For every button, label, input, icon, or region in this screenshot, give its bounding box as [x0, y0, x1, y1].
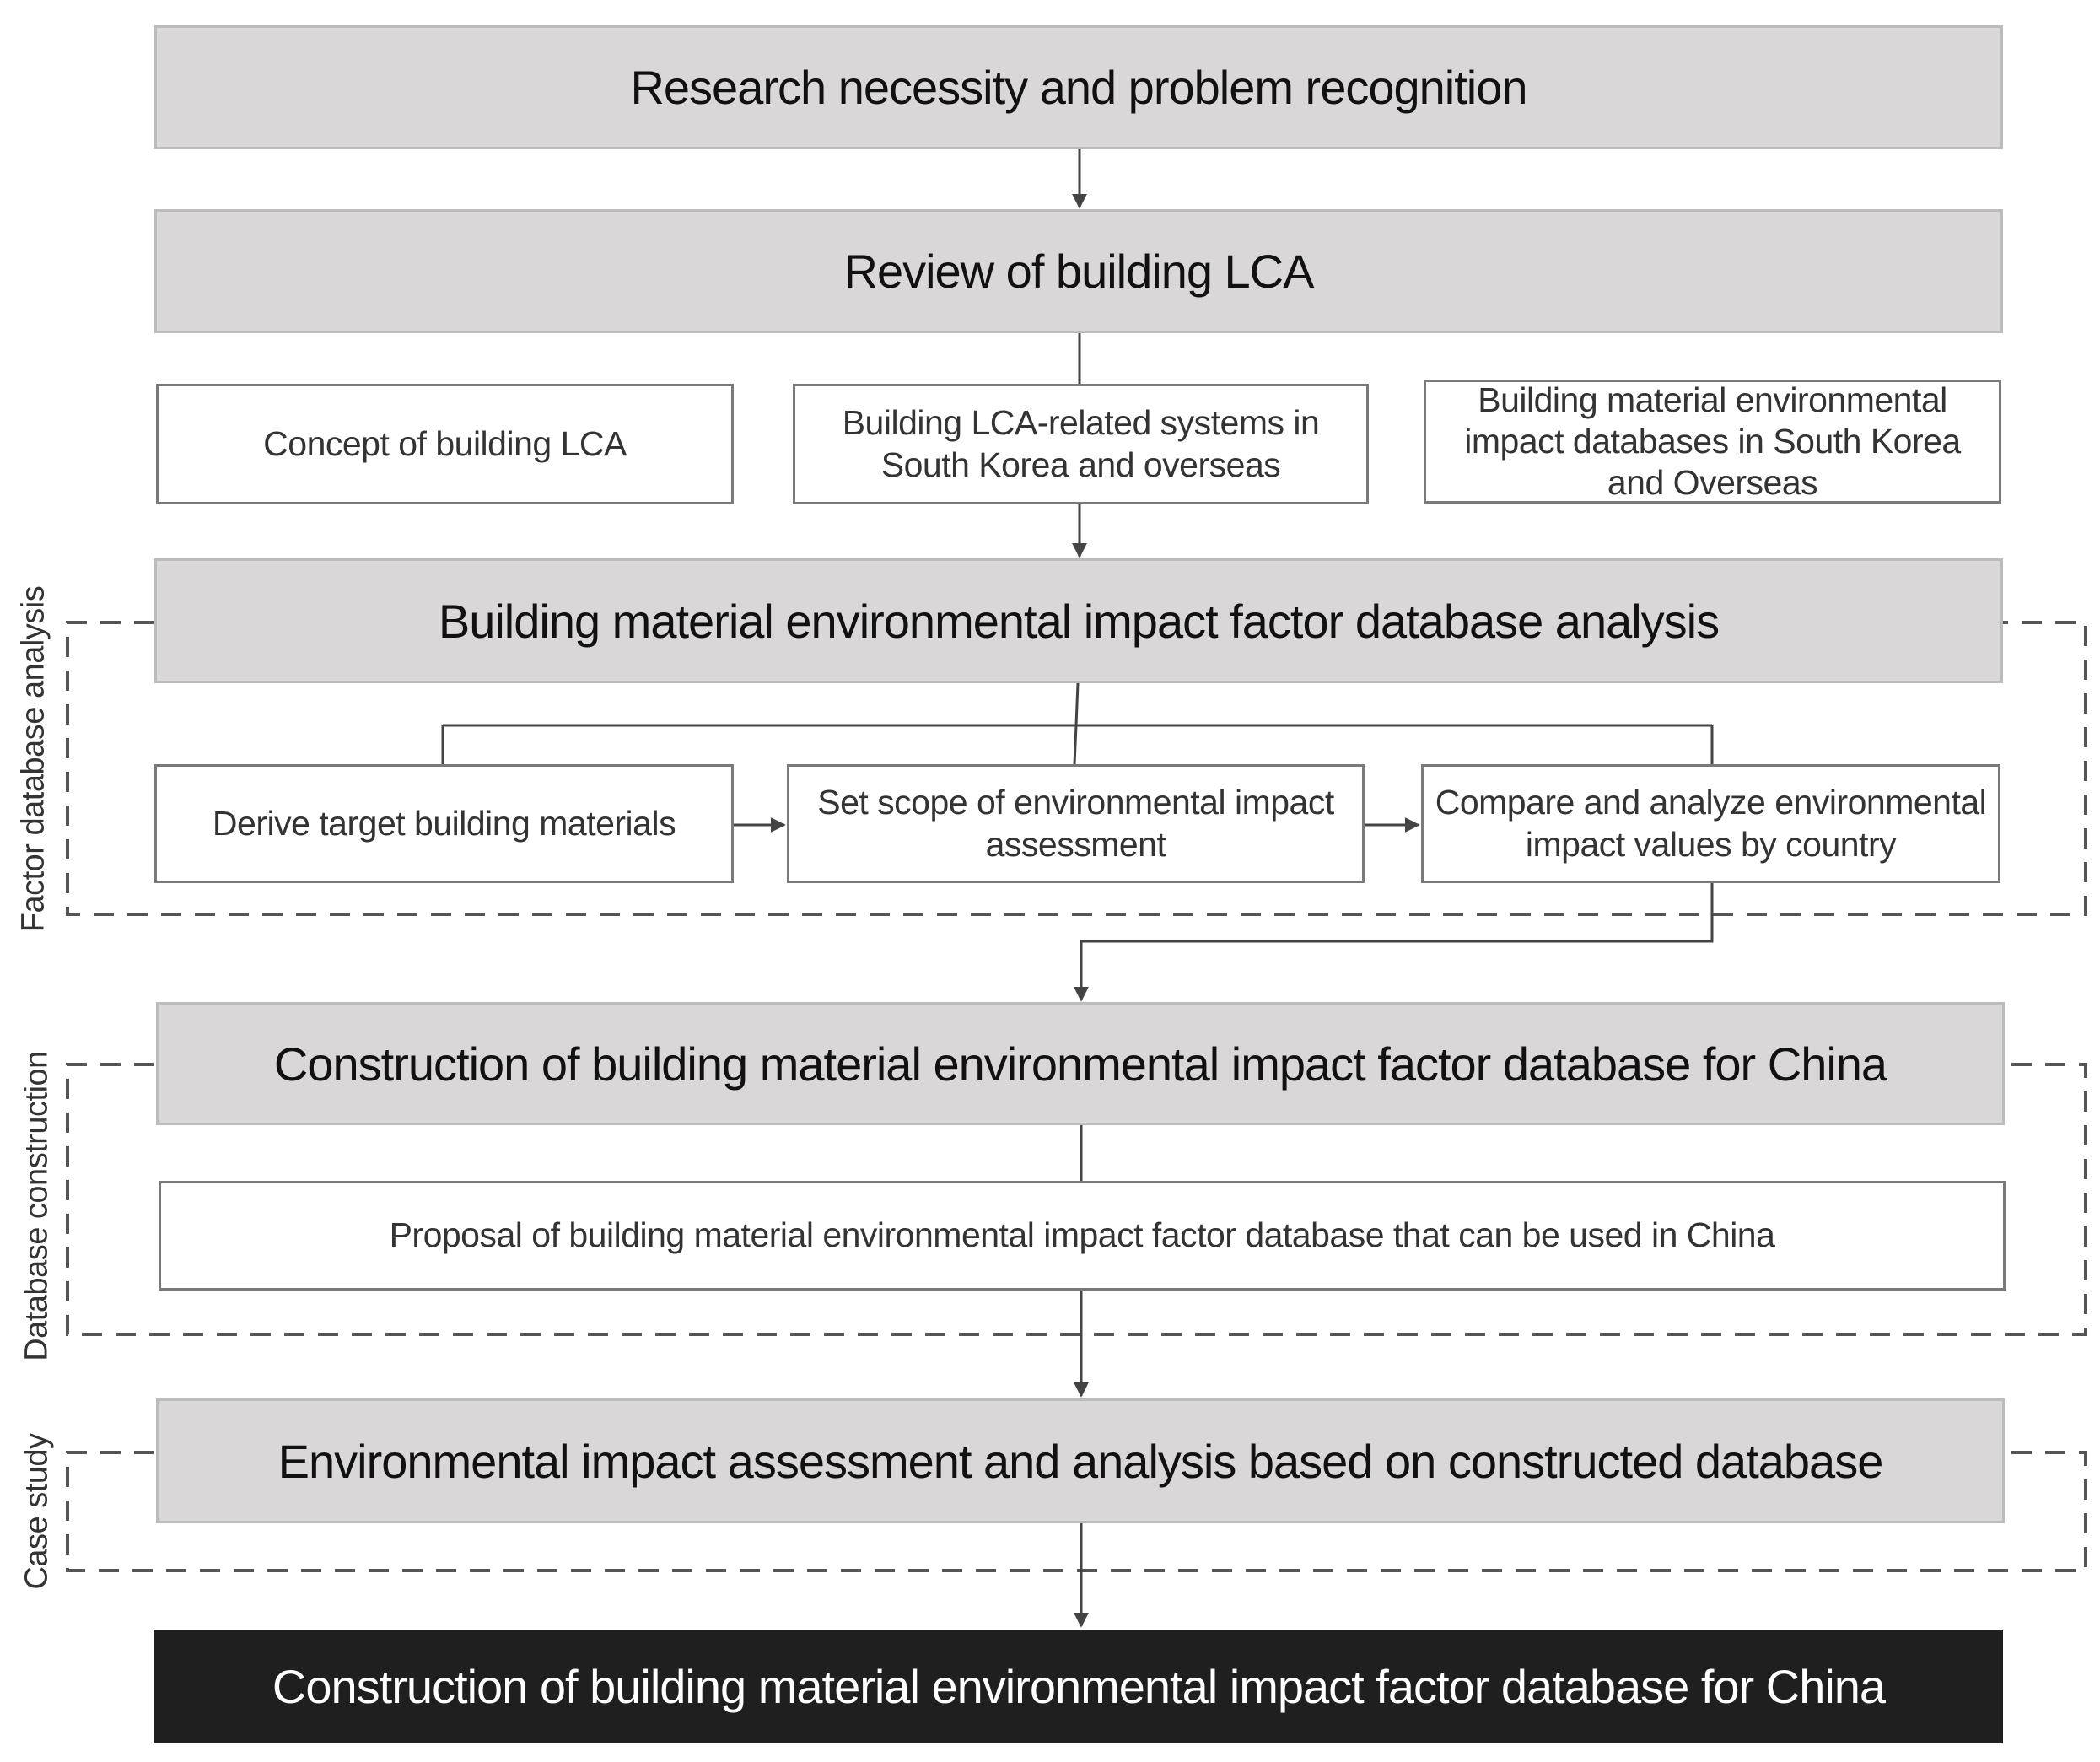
step-assessment: Environmental impact assessment and analysis based on constructed database — [156, 1398, 2005, 1523]
arrow-compare-construction — [1081, 883, 1712, 1000]
line-analysis-down — [1076, 683, 1078, 725]
review-item-databases: Building material environmental impact databases in South Korea and Overseas — [1424, 380, 2001, 504]
label-factor-db-analysis: Factor database analysis — [15, 585, 51, 933]
step-construction: Construction of building material environmental impact factor database for China — [156, 1002, 2005, 1125]
step-analysis: Building material environmental impact factor database analysis — [154, 558, 2003, 683]
step-final: Construction of building material environmental impact factor database for China — [154, 1630, 2003, 1743]
step-research: Research necessity and problem recognition — [154, 25, 2003, 149]
label-db-construction: Database construction — [19, 1051, 55, 1361]
review-item-systems: Building LCA-related systems in South Korea and overseas — [793, 384, 1369, 504]
proposal-box: Proposal of building material environmental impact factor database that can be used in China — [159, 1181, 2006, 1291]
analysis-item-compare: Compare and analyze environmental impact values by country — [1421, 764, 2000, 883]
step-review: Review of building LCA — [154, 209, 2003, 333]
line-branch-mid — [1074, 725, 1076, 764]
analysis-item-derive: Derive target building materials — [154, 764, 734, 883]
analysis-item-setscope: Set scope of environmental impact assessment — [787, 764, 1365, 883]
review-item-concept: Concept of building LCA — [156, 384, 734, 504]
label-case-study: Case study — [19, 1433, 55, 1590]
